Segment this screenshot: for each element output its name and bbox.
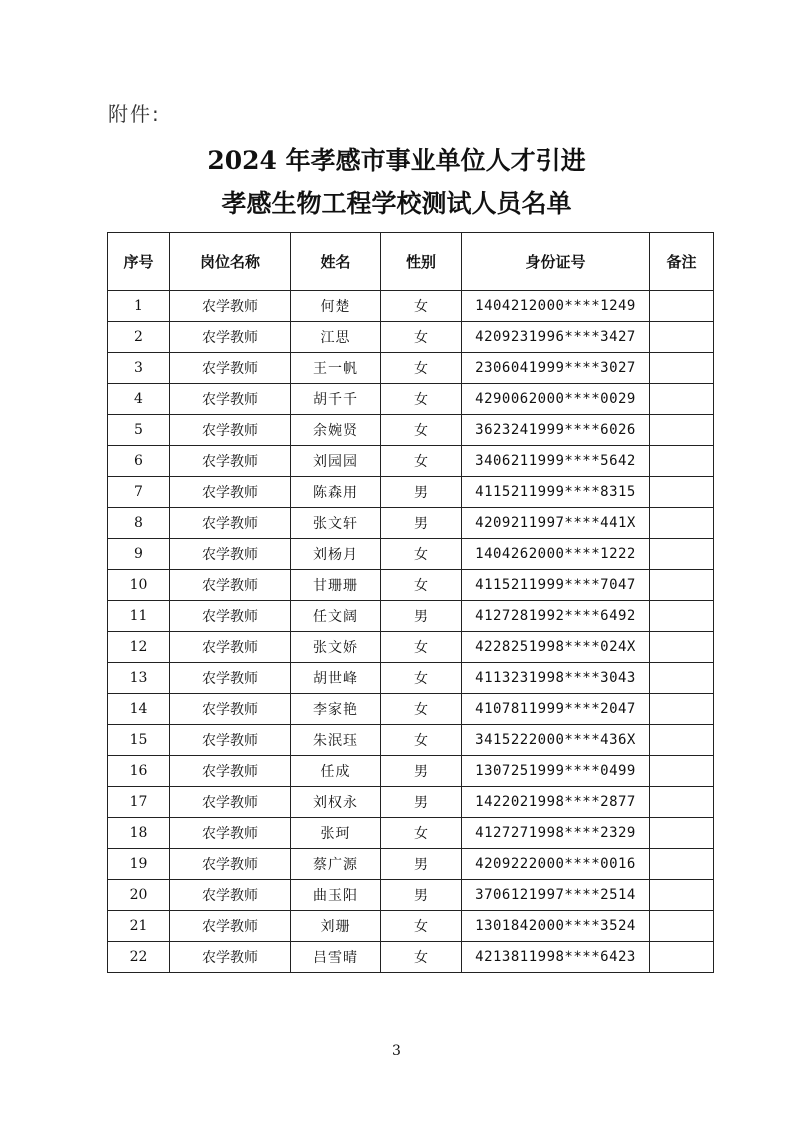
row-id-number-cell: 4127271998****2329 — [462, 818, 650, 849]
row-note-cell — [650, 446, 714, 477]
row-gender-cell: 女 — [381, 632, 462, 663]
row-name-cell: 吕雪晴 — [291, 942, 381, 973]
row-note-cell — [650, 694, 714, 725]
row-note-cell — [650, 415, 714, 446]
row-name-cell: 任成 — [291, 756, 381, 787]
row-name-cell: 朱泯珏 — [291, 725, 381, 756]
row-gender-cell: 女 — [381, 353, 462, 384]
row-gender-cell: 女 — [381, 415, 462, 446]
row-position-cell: 农学教师 — [170, 384, 291, 415]
row-seq-cell: 18 — [108, 818, 170, 849]
row-position-cell: 农学教师 — [170, 911, 291, 942]
row-name-cell: 曲玉阳 — [291, 880, 381, 911]
row-gender-cell: 女 — [381, 818, 462, 849]
row-seq-cell: 8 — [108, 508, 170, 539]
table-row — [108, 942, 714, 973]
row-id-number-cell: 4115211999****7047 — [462, 570, 650, 601]
table-row — [108, 508, 714, 539]
row-id-number-cell: 4290062000****0029 — [462, 384, 650, 415]
table-row — [108, 756, 714, 787]
row-position-cell: 农学教师 — [170, 539, 291, 570]
row-note-cell — [650, 322, 714, 353]
row-seq-cell: 22 — [108, 942, 170, 973]
row-note-cell — [650, 663, 714, 694]
row-id-number-cell: 2306041999****3027 — [462, 353, 650, 384]
row-note-cell — [650, 818, 714, 849]
row-position-cell: 农学教师 — [170, 818, 291, 849]
row-note-cell — [650, 291, 714, 322]
row-seq-cell: 16 — [108, 756, 170, 787]
row-position-cell: 农学教师 — [170, 849, 291, 880]
row-name-cell: 江思 — [291, 322, 381, 353]
row-id-number-cell: 4107811999****2047 — [462, 694, 650, 725]
row-position-cell: 农学教师 — [170, 322, 291, 353]
table-row — [108, 880, 714, 911]
row-seq-cell: 5 — [108, 415, 170, 446]
row-gender-cell: 女 — [381, 911, 462, 942]
row-name-cell: 刘权永 — [291, 787, 381, 818]
row-seq-cell: 3 — [108, 353, 170, 384]
row-note-cell — [650, 477, 714, 508]
row-note-cell — [650, 725, 714, 756]
row-name-cell: 王一帆 — [291, 353, 381, 384]
row-gender-cell: 女 — [381, 570, 462, 601]
table-row — [108, 291, 714, 322]
table-body — [108, 291, 714, 973]
table-row — [108, 415, 714, 446]
row-position-cell: 农学教师 — [170, 353, 291, 384]
row-note-cell — [650, 942, 714, 973]
row-gender-cell: 男 — [381, 601, 462, 632]
row-seq-cell: 1 — [108, 291, 170, 322]
row-gender-cell: 女 — [381, 322, 462, 353]
row-id-number-cell: 1404262000****1222 — [462, 539, 650, 570]
row-position-cell: 农学教师 — [170, 756, 291, 787]
header-note: 备注 — [650, 233, 714, 291]
table-row — [108, 787, 714, 818]
row-id-number-cell: 4115211999****8315 — [462, 477, 650, 508]
row-note-cell — [650, 880, 714, 911]
table-row — [108, 694, 714, 725]
row-id-number-cell: 4213811998****6423 — [462, 942, 650, 973]
table-row — [108, 601, 714, 632]
row-name-cell: 刘珊 — [291, 911, 381, 942]
attachment-label: 附件: — [108, 102, 161, 126]
row-name-cell: 甘珊珊 — [291, 570, 381, 601]
row-note-cell — [650, 384, 714, 415]
row-note-cell — [650, 756, 714, 787]
header-gender: 性别 — [381, 233, 462, 291]
row-position-cell: 农学教师 — [170, 477, 291, 508]
document-title-line-1: 2024 年孝感市事业单位人才引进 — [207, 146, 586, 175]
row-gender-cell: 女 — [381, 446, 462, 477]
row-seq-cell: 19 — [108, 849, 170, 880]
row-gender-cell: 男 — [381, 787, 462, 818]
header-name: 姓名 — [291, 233, 381, 291]
row-id-number-cell: 3406211999****5642 — [462, 446, 650, 477]
row-id-number-cell: 4228251998****024X — [462, 632, 650, 663]
row-gender-cell: 男 — [381, 477, 462, 508]
table-row — [108, 539, 714, 570]
row-seq-cell: 12 — [108, 632, 170, 663]
header-position: 岗位名称 — [170, 233, 291, 291]
row-seq-cell: 15 — [108, 725, 170, 756]
row-gender-cell: 男 — [381, 849, 462, 880]
row-position-cell: 农学教师 — [170, 601, 291, 632]
row-name-cell: 任文阔 — [291, 601, 381, 632]
row-seq-cell: 13 — [108, 663, 170, 694]
row-seq-cell: 10 — [108, 570, 170, 601]
row-position-cell: 农学教师 — [170, 787, 291, 818]
row-note-cell — [650, 539, 714, 570]
row-name-cell: 刘园园 — [291, 446, 381, 477]
row-gender-cell: 女 — [381, 384, 462, 415]
candidate-table — [107, 232, 714, 973]
row-id-number-cell: 4209231996****3427 — [462, 322, 650, 353]
row-note-cell — [650, 787, 714, 818]
table-row — [108, 725, 714, 756]
row-seq-cell: 21 — [108, 911, 170, 942]
row-position-cell: 农学教师 — [170, 942, 291, 973]
row-name-cell: 刘杨月 — [291, 539, 381, 570]
row-name-cell: 张珂 — [291, 818, 381, 849]
row-seq-cell: 2 — [108, 322, 170, 353]
row-note-cell — [650, 601, 714, 632]
table-row — [108, 446, 714, 477]
row-id-number-cell: 3623241999****6026 — [462, 415, 650, 446]
row-gender-cell: 男 — [381, 508, 462, 539]
row-seq-cell: 20 — [108, 880, 170, 911]
row-id-number-cell: 1404212000****1249 — [462, 291, 650, 322]
row-position-cell: 农学教师 — [170, 446, 291, 477]
row-seq-cell: 6 — [108, 446, 170, 477]
row-seq-cell: 4 — [108, 384, 170, 415]
row-note-cell — [650, 508, 714, 539]
row-gender-cell: 女 — [381, 663, 462, 694]
row-id-number-cell: 4209222000****0016 — [462, 849, 650, 880]
row-note-cell — [650, 911, 714, 942]
row-id-number-cell: 1301842000****3524 — [462, 911, 650, 942]
table-row — [108, 570, 714, 601]
row-gender-cell: 女 — [381, 694, 462, 725]
row-id-number-cell: 4209211997****441X — [462, 508, 650, 539]
row-position-cell: 农学教师 — [170, 508, 291, 539]
row-id-number-cell: 4127281992****6492 — [462, 601, 650, 632]
row-gender-cell: 女 — [381, 725, 462, 756]
row-name-cell: 陈森用 — [291, 477, 381, 508]
row-seq-cell: 11 — [108, 601, 170, 632]
row-position-cell: 农学教师 — [170, 570, 291, 601]
table-row — [108, 353, 714, 384]
row-name-cell: 胡世峰 — [291, 663, 381, 694]
row-seq-cell: 9 — [108, 539, 170, 570]
row-name-cell: 何楚 — [291, 291, 381, 322]
header-id-number: 身份证号 — [462, 233, 650, 291]
row-position-cell: 农学教师 — [170, 415, 291, 446]
table-row — [108, 632, 714, 663]
row-note-cell — [650, 353, 714, 384]
page-number: 3 — [392, 1043, 401, 1059]
row-name-cell: 蔡广源 — [291, 849, 381, 880]
row-position-cell: 农学教师 — [170, 694, 291, 725]
row-note-cell — [650, 849, 714, 880]
row-name-cell: 张文娇 — [291, 632, 381, 663]
table-row — [108, 477, 714, 508]
row-note-cell — [650, 632, 714, 663]
row-gender-cell: 男 — [381, 880, 462, 911]
table-header-row — [108, 233, 714, 291]
row-id-number-cell: 3706121997****2514 — [462, 880, 650, 911]
row-name-cell: 胡千千 — [291, 384, 381, 415]
row-position-cell: 农学教师 — [170, 725, 291, 756]
row-name-cell: 张文轩 — [291, 508, 381, 539]
row-seq-cell: 14 — [108, 694, 170, 725]
row-id-number-cell: 4113231998****3043 — [462, 663, 650, 694]
row-seq-cell: 17 — [108, 787, 170, 818]
row-name-cell: 李家艳 — [291, 694, 381, 725]
row-position-cell: 农学教师 — [170, 291, 291, 322]
table-row — [108, 322, 714, 353]
row-id-number-cell: 1422021998****2877 — [462, 787, 650, 818]
row-name-cell: 余婉贤 — [291, 415, 381, 446]
row-note-cell — [650, 570, 714, 601]
table-row — [108, 911, 714, 942]
row-gender-cell: 女 — [381, 942, 462, 973]
table-row — [108, 849, 714, 880]
row-gender-cell: 女 — [381, 539, 462, 570]
row-id-number-cell: 3415222000****436X — [462, 725, 650, 756]
row-gender-cell: 男 — [381, 756, 462, 787]
document-title-line-2: 孝感生物工程学校测试人员名单 — [221, 189, 572, 218]
table-row — [108, 818, 714, 849]
row-id-number-cell: 1307251999****0499 — [462, 756, 650, 787]
header-seq: 序号 — [108, 233, 170, 291]
row-position-cell: 农学教师 — [170, 880, 291, 911]
row-gender-cell: 女 — [381, 291, 462, 322]
row-seq-cell: 7 — [108, 477, 170, 508]
row-position-cell: 农学教师 — [170, 663, 291, 694]
table-row — [108, 663, 714, 694]
table-row — [108, 384, 714, 415]
row-position-cell: 农学教师 — [170, 632, 291, 663]
